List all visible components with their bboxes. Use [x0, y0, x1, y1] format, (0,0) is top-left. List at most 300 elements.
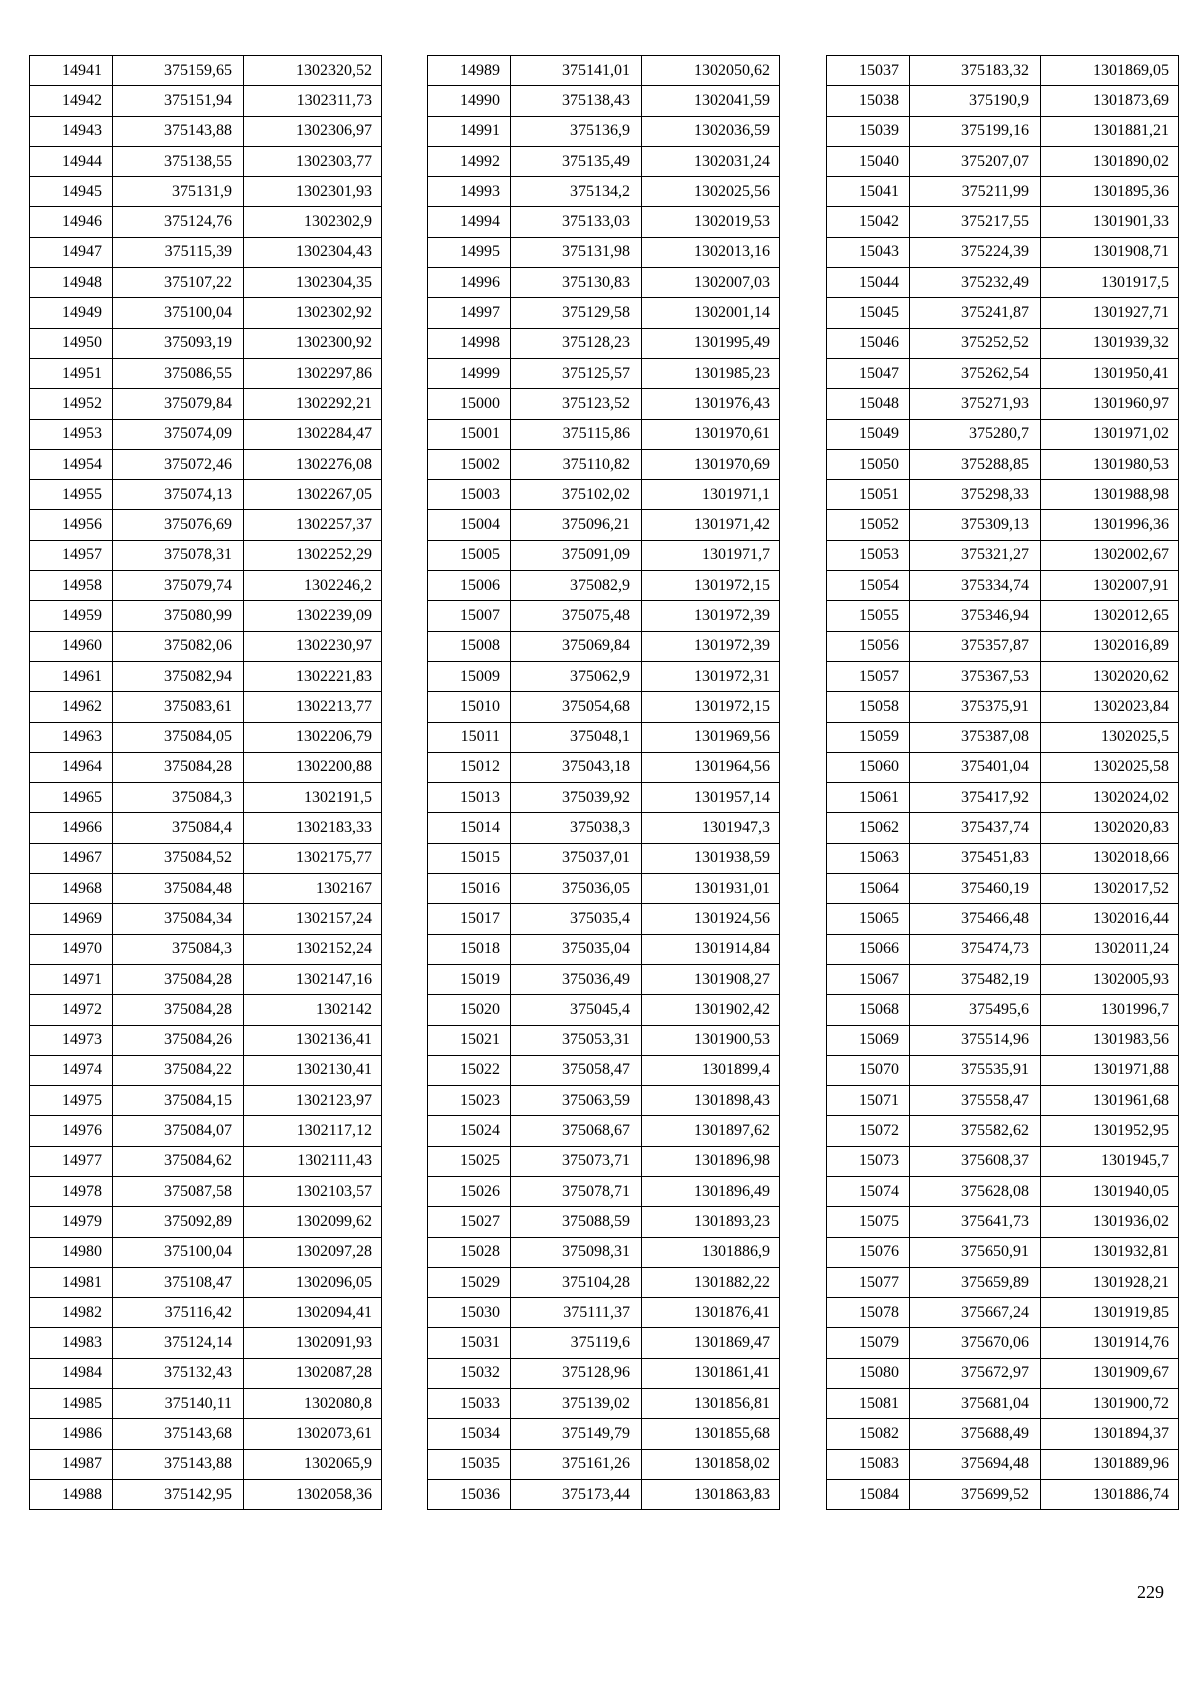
table-row — [30, 752, 382, 782]
y-coordinate-cell: 1301881,21 — [1041, 116, 1179, 146]
point-id-cell: 14983 — [30, 1328, 113, 1358]
table-row — [30, 268, 382, 298]
y-coordinate-cell: 1302016,44 — [1041, 904, 1179, 934]
y-coordinate-cell: 1301855,68 — [642, 1419, 780, 1449]
table-row — [428, 1449, 780, 1479]
x-coordinate-cell: 375211,99 — [910, 177, 1041, 207]
y-coordinate-cell: 1302020,83 — [1041, 813, 1179, 843]
point-id-cell: 14959 — [30, 601, 113, 631]
point-id-cell: 15003 — [428, 480, 511, 510]
y-coordinate-cell: 1302012,65 — [1041, 601, 1179, 631]
y-coordinate-cell: 1302013,16 — [642, 237, 780, 267]
point-id-cell: 15001 — [428, 419, 511, 449]
y-coordinate-cell: 1302147,16 — [244, 964, 382, 994]
x-coordinate-cell: 375096,21 — [511, 510, 642, 540]
x-coordinate-cell: 375078,31 — [113, 540, 244, 570]
x-coordinate-cell: 375641,73 — [910, 1207, 1041, 1237]
x-coordinate-cell: 375083,61 — [113, 692, 244, 722]
table-row — [30, 1086, 382, 1116]
point-id-cell: 15009 — [428, 661, 511, 691]
x-coordinate-cell: 375207,07 — [910, 146, 1041, 176]
point-id-cell: 15002 — [428, 449, 511, 479]
point-id-cell: 14988 — [30, 1479, 113, 1509]
y-coordinate-cell: 1301945,7 — [1041, 1146, 1179, 1176]
point-id-cell: 15047 — [827, 358, 910, 388]
x-coordinate-cell: 375659,89 — [910, 1267, 1041, 1297]
point-id-cell: 15083 — [827, 1449, 910, 1479]
x-coordinate-cell: 375199,16 — [910, 116, 1041, 146]
point-id-cell: 15053 — [827, 540, 910, 570]
coordinate-table-3 — [826, 55, 1179, 1510]
x-coordinate-cell: 375140,11 — [113, 1389, 244, 1419]
x-coordinate-cell: 375082,9 — [511, 571, 642, 601]
point-id-cell: 15044 — [827, 268, 910, 298]
point-id-cell: 15012 — [428, 752, 511, 782]
y-coordinate-cell: 1301972,31 — [642, 661, 780, 691]
y-coordinate-cell: 1302018,66 — [1041, 843, 1179, 873]
point-id-cell: 14978 — [30, 1176, 113, 1206]
table-row — [827, 207, 1179, 237]
x-coordinate-cell: 375119,6 — [511, 1328, 642, 1358]
point-id-cell: 15081 — [827, 1389, 910, 1419]
table-row — [827, 692, 1179, 722]
y-coordinate-cell: 1301873,69 — [1041, 86, 1179, 116]
point-id-cell: 14970 — [30, 934, 113, 964]
y-coordinate-cell: 1301940,05 — [1041, 1176, 1179, 1206]
y-coordinate-cell: 1302311,73 — [244, 86, 382, 116]
table-row — [30, 1237, 382, 1267]
table-row — [428, 1267, 780, 1297]
table-row — [428, 571, 780, 601]
x-coordinate-cell: 375375,91 — [910, 692, 1041, 722]
table-row — [428, 56, 780, 86]
x-coordinate-cell: 375084,48 — [113, 874, 244, 904]
point-id-cell: 15050 — [827, 449, 910, 479]
point-id-cell: 14949 — [30, 298, 113, 328]
table-row — [428, 328, 780, 358]
x-coordinate-cell: 375086,55 — [113, 358, 244, 388]
x-coordinate-cell: 375173,44 — [511, 1479, 642, 1509]
y-coordinate-cell: 1302300,92 — [244, 328, 382, 358]
point-id-cell: 14965 — [30, 783, 113, 813]
table-row — [30, 631, 382, 661]
x-coordinate-cell: 375133,03 — [511, 207, 642, 237]
table-row — [30, 1419, 382, 1449]
x-coordinate-cell: 375115,39 — [113, 237, 244, 267]
table-row — [428, 995, 780, 1025]
y-coordinate-cell: 1301894,37 — [1041, 1419, 1179, 1449]
table-row — [827, 1479, 1179, 1509]
table-row — [827, 328, 1179, 358]
table-row — [827, 1389, 1179, 1419]
y-coordinate-cell: 1301899,4 — [642, 1055, 780, 1085]
y-coordinate-cell: 1301972,39 — [642, 631, 780, 661]
point-id-cell: 14944 — [30, 146, 113, 176]
y-coordinate-cell: 1301971,88 — [1041, 1055, 1179, 1085]
y-coordinate-cell: 1302239,09 — [244, 601, 382, 631]
x-coordinate-cell: 375124,14 — [113, 1328, 244, 1358]
x-coordinate-cell: 375387,08 — [910, 722, 1041, 752]
y-coordinate-cell: 1301980,53 — [1041, 449, 1179, 479]
y-coordinate-cell: 1301863,83 — [642, 1479, 780, 1509]
y-coordinate-cell: 1301896,98 — [642, 1146, 780, 1176]
x-coordinate-cell: 375036,05 — [511, 874, 642, 904]
y-coordinate-cell: 1301971,1 — [642, 480, 780, 510]
y-coordinate-cell: 1301886,9 — [642, 1237, 780, 1267]
y-coordinate-cell: 1302023,84 — [1041, 692, 1179, 722]
point-id-cell: 15084 — [827, 1479, 910, 1509]
x-coordinate-cell: 375076,69 — [113, 510, 244, 540]
x-coordinate-cell: 375135,49 — [511, 146, 642, 176]
x-coordinate-cell: 375466,48 — [910, 904, 1041, 934]
y-coordinate-cell: 1301995,49 — [642, 328, 780, 358]
point-id-cell: 14957 — [30, 540, 113, 570]
table-row — [827, 1267, 1179, 1297]
x-coordinate-cell: 375082,94 — [113, 661, 244, 691]
table-row — [30, 510, 382, 540]
table-row — [827, 86, 1179, 116]
y-coordinate-cell: 1302183,33 — [244, 813, 382, 843]
table-row — [30, 389, 382, 419]
y-coordinate-cell: 1302019,53 — [642, 207, 780, 237]
point-id-cell: 15066 — [827, 934, 910, 964]
x-coordinate-cell: 375232,49 — [910, 268, 1041, 298]
x-coordinate-cell: 375084,28 — [113, 752, 244, 782]
point-id-cell: 15020 — [428, 995, 511, 1025]
y-coordinate-cell: 1302058,36 — [244, 1479, 382, 1509]
x-coordinate-cell: 375100,04 — [113, 1237, 244, 1267]
table-row — [30, 1146, 382, 1176]
y-coordinate-cell: 1301856,81 — [642, 1389, 780, 1419]
y-coordinate-cell: 1302157,24 — [244, 904, 382, 934]
point-id-cell: 15071 — [827, 1086, 910, 1116]
point-id-cell: 14956 — [30, 510, 113, 540]
y-coordinate-cell: 1301890,02 — [1041, 146, 1179, 176]
point-id-cell: 15016 — [428, 874, 511, 904]
point-id-cell: 15037 — [827, 56, 910, 86]
y-coordinate-cell: 1302103,57 — [244, 1176, 382, 1206]
y-coordinate-cell: 1301938,59 — [642, 843, 780, 873]
x-coordinate-cell: 375079,84 — [113, 389, 244, 419]
point-id-cell: 14986 — [30, 1419, 113, 1449]
point-id-cell: 15005 — [428, 540, 511, 570]
y-coordinate-cell: 1301960,97 — [1041, 389, 1179, 419]
point-id-cell: 15052 — [827, 510, 910, 540]
point-id-cell: 15060 — [827, 752, 910, 782]
point-id-cell: 14979 — [30, 1207, 113, 1237]
x-coordinate-cell: 375084,34 — [113, 904, 244, 934]
point-id-cell: 14945 — [30, 177, 113, 207]
point-id-cell: 15004 — [428, 510, 511, 540]
table-row — [30, 934, 382, 964]
table-row — [428, 419, 780, 449]
point-id-cell: 15031 — [428, 1328, 511, 1358]
table-row — [428, 1086, 780, 1116]
y-coordinate-cell: 1302175,77 — [244, 843, 382, 873]
x-coordinate-cell: 375159,65 — [113, 56, 244, 86]
table-row — [827, 813, 1179, 843]
table-row — [827, 1116, 1179, 1146]
y-coordinate-cell: 1302302,92 — [244, 298, 382, 328]
x-coordinate-cell: 375062,9 — [511, 661, 642, 691]
point-id-cell: 15056 — [827, 631, 910, 661]
table-row — [30, 86, 382, 116]
table-row — [428, 1389, 780, 1419]
x-coordinate-cell: 375058,47 — [511, 1055, 642, 1085]
x-coordinate-cell: 375346,94 — [910, 601, 1041, 631]
table-row — [428, 540, 780, 570]
y-coordinate-cell: 1301908,71 — [1041, 237, 1179, 267]
table-row — [827, 1237, 1179, 1267]
x-coordinate-cell: 375241,87 — [910, 298, 1041, 328]
x-coordinate-cell: 375124,76 — [113, 207, 244, 237]
table-row — [30, 874, 382, 904]
point-id-cell: 14968 — [30, 874, 113, 904]
x-coordinate-cell: 375123,52 — [511, 389, 642, 419]
y-coordinate-cell: 1301964,56 — [642, 752, 780, 782]
point-id-cell: 15058 — [827, 692, 910, 722]
table-row — [827, 601, 1179, 631]
table-row — [827, 1298, 1179, 1328]
table-row — [428, 146, 780, 176]
table-row — [30, 146, 382, 176]
y-coordinate-cell: 1302130,41 — [244, 1055, 382, 1085]
y-coordinate-cell: 1302020,62 — [1041, 661, 1179, 691]
y-coordinate-cell: 1302246,2 — [244, 571, 382, 601]
point-id-cell: 15042 — [827, 207, 910, 237]
x-coordinate-cell: 375088,59 — [511, 1207, 642, 1237]
point-id-cell: 14993 — [428, 177, 511, 207]
table-row — [30, 358, 382, 388]
point-id-cell: 14953 — [30, 419, 113, 449]
point-id-cell: 15064 — [827, 874, 910, 904]
y-coordinate-cell: 1302111,43 — [244, 1146, 382, 1176]
y-coordinate-cell: 1302002,67 — [1041, 540, 1179, 570]
table-row — [30, 995, 382, 1025]
point-id-cell: 15038 — [827, 86, 910, 116]
x-coordinate-cell: 375107,22 — [113, 268, 244, 298]
table-row — [827, 419, 1179, 449]
table-row — [30, 207, 382, 237]
point-id-cell: 15027 — [428, 1207, 511, 1237]
table-row — [428, 934, 780, 964]
point-id-cell: 14977 — [30, 1146, 113, 1176]
x-coordinate-cell: 375084,3 — [113, 934, 244, 964]
x-coordinate-cell: 375681,04 — [910, 1389, 1041, 1419]
point-id-cell: 14987 — [30, 1449, 113, 1479]
x-coordinate-cell: 375357,87 — [910, 631, 1041, 661]
y-coordinate-cell: 1301917,5 — [1041, 268, 1179, 298]
x-coordinate-cell: 375334,74 — [910, 571, 1041, 601]
point-id-cell: 14960 — [30, 631, 113, 661]
y-coordinate-cell: 1302117,12 — [244, 1116, 382, 1146]
table-row — [827, 631, 1179, 661]
x-coordinate-cell: 375035,04 — [511, 934, 642, 964]
point-id-cell: 15077 — [827, 1267, 910, 1297]
point-id-cell: 15022 — [428, 1055, 511, 1085]
table-row — [827, 1419, 1179, 1449]
table-row — [428, 510, 780, 540]
point-id-cell: 14976 — [30, 1116, 113, 1146]
point-id-cell: 15073 — [827, 1146, 910, 1176]
point-id-cell: 14971 — [30, 964, 113, 994]
x-coordinate-cell: 375535,91 — [910, 1055, 1041, 1085]
table-row — [827, 752, 1179, 782]
x-coordinate-cell: 375084,52 — [113, 843, 244, 873]
x-coordinate-cell: 375084,62 — [113, 1146, 244, 1176]
y-coordinate-cell: 1301972,39 — [642, 601, 780, 631]
table-row — [428, 964, 780, 994]
y-coordinate-cell: 1302007,03 — [642, 268, 780, 298]
table-row — [30, 328, 382, 358]
x-coordinate-cell: 375087,58 — [113, 1176, 244, 1206]
table-row — [428, 1025, 780, 1055]
coordinate-table-2 — [427, 55, 780, 1510]
x-coordinate-cell: 375100,04 — [113, 298, 244, 328]
y-coordinate-cell: 1301936,02 — [1041, 1207, 1179, 1237]
y-coordinate-cell: 1301996,7 — [1041, 995, 1179, 1025]
x-coordinate-cell: 375084,28 — [113, 995, 244, 1025]
table-row — [428, 1176, 780, 1206]
table-row — [827, 1328, 1179, 1358]
point-id-cell: 15006 — [428, 571, 511, 601]
point-id-cell: 14952 — [30, 389, 113, 419]
x-coordinate-cell: 375078,71 — [511, 1176, 642, 1206]
point-id-cell: 15029 — [428, 1267, 511, 1297]
point-id-cell: 15072 — [827, 1116, 910, 1146]
point-id-cell: 14972 — [30, 995, 113, 1025]
point-id-cell: 15007 — [428, 601, 511, 631]
x-coordinate-cell: 375252,52 — [910, 328, 1041, 358]
table-row — [827, 1055, 1179, 1085]
y-coordinate-cell: 1301900,72 — [1041, 1389, 1179, 1419]
x-coordinate-cell: 375128,96 — [511, 1358, 642, 1388]
y-coordinate-cell: 1301932,81 — [1041, 1237, 1179, 1267]
x-coordinate-cell: 375670,06 — [910, 1328, 1041, 1358]
x-coordinate-cell: 375514,96 — [910, 1025, 1041, 1055]
table-row — [827, 480, 1179, 510]
y-coordinate-cell: 1302017,52 — [1041, 874, 1179, 904]
y-coordinate-cell: 1302099,62 — [244, 1207, 382, 1237]
y-coordinate-cell: 1302320,52 — [244, 56, 382, 86]
x-coordinate-cell: 375437,74 — [910, 813, 1041, 843]
point-id-cell: 15048 — [827, 389, 910, 419]
x-coordinate-cell: 375417,92 — [910, 783, 1041, 813]
y-coordinate-cell: 1302031,24 — [642, 146, 780, 176]
point-id-cell: 15014 — [428, 813, 511, 843]
y-coordinate-cell: 1301886,74 — [1041, 1479, 1179, 1509]
point-id-cell: 14998 — [428, 328, 511, 358]
x-coordinate-cell: 375084,26 — [113, 1025, 244, 1055]
y-coordinate-cell: 1301947,3 — [642, 813, 780, 843]
x-coordinate-cell: 375134,2 — [511, 177, 642, 207]
point-id-cell: 14994 — [428, 207, 511, 237]
y-coordinate-cell: 1302191,5 — [244, 783, 382, 813]
point-id-cell: 15024 — [428, 1116, 511, 1146]
y-coordinate-cell: 1301896,49 — [642, 1176, 780, 1206]
table-row — [30, 419, 382, 449]
x-coordinate-cell: 375298,33 — [910, 480, 1041, 510]
table-row — [30, 449, 382, 479]
point-id-cell: 15069 — [827, 1025, 910, 1055]
table-row — [30, 540, 382, 570]
x-coordinate-cell: 375093,19 — [113, 328, 244, 358]
y-coordinate-cell: 1301969,56 — [642, 722, 780, 752]
y-coordinate-cell: 1302065,9 — [244, 1449, 382, 1479]
x-coordinate-cell: 375043,18 — [511, 752, 642, 782]
point-id-cell: 15051 — [827, 480, 910, 510]
point-id-cell: 15045 — [827, 298, 910, 328]
y-coordinate-cell: 1302136,41 — [244, 1025, 382, 1055]
x-coordinate-cell: 375110,82 — [511, 449, 642, 479]
page-number: 229 — [1137, 1582, 1164, 1602]
x-coordinate-cell: 375143,68 — [113, 1419, 244, 1449]
table-row — [428, 843, 780, 873]
x-coordinate-cell: 375262,54 — [910, 358, 1041, 388]
table-row — [827, 1207, 1179, 1237]
table-row — [827, 358, 1179, 388]
x-coordinate-cell: 375074,09 — [113, 419, 244, 449]
point-id-cell: 14946 — [30, 207, 113, 237]
x-coordinate-cell: 375098,31 — [511, 1237, 642, 1267]
x-coordinate-cell: 375650,91 — [910, 1237, 1041, 1267]
x-coordinate-cell: 375072,46 — [113, 449, 244, 479]
table-row — [30, 843, 382, 873]
table-row — [428, 1328, 780, 1358]
table-row — [428, 813, 780, 843]
point-id-cell: 14973 — [30, 1025, 113, 1055]
table-row — [30, 692, 382, 722]
y-coordinate-cell: 1301889,96 — [1041, 1449, 1179, 1479]
point-id-cell: 15036 — [428, 1479, 511, 1509]
x-coordinate-cell: 375672,97 — [910, 1358, 1041, 1388]
table-row — [428, 904, 780, 934]
y-coordinate-cell: 1302304,35 — [244, 268, 382, 298]
x-coordinate-cell: 375694,48 — [910, 1449, 1041, 1479]
y-coordinate-cell: 1302123,97 — [244, 1086, 382, 1116]
x-coordinate-cell: 375104,28 — [511, 1267, 642, 1297]
y-coordinate-cell: 1302097,28 — [244, 1237, 382, 1267]
x-coordinate-cell: 375069,84 — [511, 631, 642, 661]
coordinate-table-body — [428, 56, 780, 1510]
y-coordinate-cell: 1301971,7 — [642, 540, 780, 570]
table-row — [827, 722, 1179, 752]
point-id-cell: 15079 — [827, 1328, 910, 1358]
point-id-cell: 14967 — [30, 843, 113, 873]
y-coordinate-cell: 1302292,21 — [244, 389, 382, 419]
point-id-cell: 14955 — [30, 480, 113, 510]
point-id-cell: 15074 — [827, 1176, 910, 1206]
x-coordinate-cell: 375036,49 — [511, 964, 642, 994]
table-row — [30, 1358, 382, 1388]
point-id-cell: 15049 — [827, 419, 910, 449]
x-coordinate-cell: 375128,23 — [511, 328, 642, 358]
x-coordinate-cell: 375190,9 — [910, 86, 1041, 116]
point-id-cell: 15000 — [428, 389, 511, 419]
point-id-cell: 15070 — [827, 1055, 910, 1085]
y-coordinate-cell: 1301950,41 — [1041, 358, 1179, 388]
y-coordinate-cell: 1301972,15 — [642, 571, 780, 601]
point-id-cell: 15032 — [428, 1358, 511, 1388]
y-coordinate-cell: 1301970,69 — [642, 449, 780, 479]
table-row — [827, 56, 1179, 86]
y-coordinate-cell: 1302301,93 — [244, 177, 382, 207]
y-coordinate-cell: 1302142 — [244, 995, 382, 1025]
point-id-cell: 14992 — [428, 146, 511, 176]
y-coordinate-cell: 1302167 — [244, 874, 382, 904]
coordinate-table-1 — [29, 55, 382, 1510]
table-row — [30, 783, 382, 813]
